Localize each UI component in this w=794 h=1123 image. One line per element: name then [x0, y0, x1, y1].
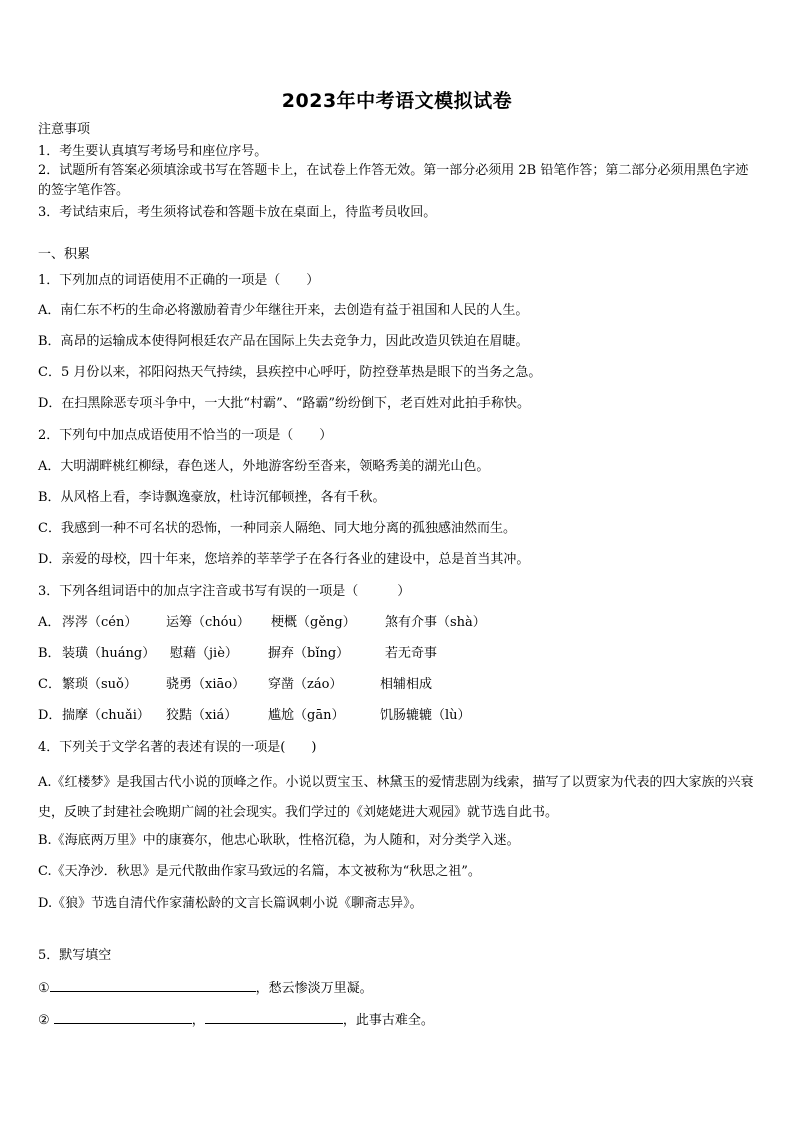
q3-stem: 3．下列各组词语中的加点字注音或书写有误的一项是（ ） — [38, 584, 411, 599]
q3-row-c-cell-3: 穿凿（záo） — [268, 677, 343, 692]
q3-row-a-cell-4: 煞有介事（shà） — [385, 615, 486, 630]
q4-option-b: B.《海底两万里》中的康赛尔，他忠心耿耿，性格沉稳，为人随和，对分类学入迷。 — [38, 833, 520, 848]
q3-row-d-cell-4: 饥肠辘辘（lù） — [380, 708, 471, 723]
notice-heading: 注意事项 — [38, 122, 91, 137]
q1-option-a: A．南仁东不朽的生命必将激励着青少年继往开来，去创造有益于祖国和人民的人生。 — [38, 303, 529, 318]
q2-option-d: D．亲爱的母校，四十年来，您培养的莘莘学子在各行各业的建设中，总是首当其冲。 — [38, 552, 530, 567]
q2-option-c: C．我感到一种不可名状的恐怖，一种同亲人隔绝、同大地分离的孤独感油然而生。 — [38, 521, 516, 536]
q2-option-a: A．大明湖畔桃红柳绿，春色迷人，外地游客纷至沓来，领略秀美的湖光山色。 — [38, 459, 490, 474]
q3-row-d-cell-1: 揣摩（chuǎi） — [62, 708, 150, 723]
q3-row-c-cell-4: 相辅相成 — [380, 677, 433, 692]
q4-option-c: C.《天净沙．秋思》是元代散曲作家马致远的名篇，本文被称为“秋思之祖”。 — [38, 864, 481, 879]
q4-option-d: D.《狼》节选自清代作家蒲松龄的文言长篇讽刺小说《聊斋志异》。 — [38, 896, 423, 911]
q3-row-d-cell-2: 狡黠（xiá） — [166, 708, 238, 723]
q2-stem: 2．下列句中加点成语使用不恰当的一项是（ ） — [38, 428, 333, 443]
notice-item-1: 1．考生要认真填写考场号和座位序号。 — [38, 144, 268, 159]
q1-option-c: C．5 月份以来，祁阳闷热天气持续，县疾控中心呼吁，防控登革热是眼下的当务之急。 — [38, 365, 542, 380]
q5-blank-2[interactable] — [54, 1010, 192, 1024]
q3-row-b-cell-3: 摒弃（bǐng） — [268, 646, 350, 661]
notice-item-3: 3．考试结束后，考生须将试卷和答题卡放在桌面上，待监考员收回。 — [38, 205, 437, 220]
q5-blank-3[interactable] — [205, 1010, 343, 1024]
q5-line-2-mid: ， — [191, 1013, 205, 1028]
q3-row-c-cell-1: 繁琐（suǒ） — [62, 677, 137, 692]
q3-row-c-label: C． — [38, 677, 61, 692]
q5-line-1 — [38, 978, 373, 997]
q3-row-c-cell-2: 骁勇（xiāo） — [166, 677, 246, 692]
exam-title: 2023年中考语文模拟试卷 — [281, 90, 513, 112]
q4-stem: 4．下列关于文学名著的表述有误的一项是( ) — [38, 740, 317, 755]
notice-item-2: 2．试题所有答案必须填涂或书写在答题卡上，在试卷上作答无效。第一部分必须用 2B 铅笔作答；第二部分必须用黑色字迹的签字笔作答。 — [38, 163, 749, 198]
q3-row-b-cell-1: 装璜（huáng） — [62, 646, 156, 661]
q3-row-d-cell-3: 尴尬（gān） — [268, 708, 345, 723]
q5-line-1-number: ① — [38, 981, 50, 996]
q4-option-a: A.《红楼梦》是我国古代小说的顶峰之作。小说以贾宝玉、林黛玉的爱情悲剧为线索，描写了以贾家为代表的四大家族的兴衰史，反映了封建社会晚期广阔的社会现实。我们学过的《刘姥姥进大观园》就节选自此书。 — [38, 775, 754, 820]
q3-row-b-cell-2: 慰藉（jiè） — [170, 646, 238, 661]
q3-row-a-cell-2: 运筹（chóu） — [166, 615, 250, 630]
q5-line-2-tail: ，此事古难全。 — [342, 1013, 434, 1028]
q5-line-2-number: ② — [38, 1013, 50, 1028]
q3-row-a-cell-3: 梗概（gěng） — [271, 615, 356, 630]
q5-stem: 5．默写填空 — [38, 948, 112, 963]
q3-row-a-cell-1: 涔涔（cén） — [62, 615, 138, 630]
q1-option-b: B．高昂的运输成本使得阿根廷农产品在国际上失去竞争力，因此改造贝铁迫在眉睫。 — [38, 334, 529, 349]
q2-option-b: B．从风格上看，李诗飘逸豪放，杜诗沉郁顿挫，各有千秋。 — [38, 490, 386, 505]
q5-blank-1[interactable] — [50, 978, 256, 992]
section-heading: 一、积累 — [38, 247, 91, 262]
q3-row-a-label: A． — [38, 615, 61, 630]
q1-stem: 1．下列加点的词语使用不正确的一项是（ ） — [38, 273, 320, 288]
q1-option-d: D．在扫黑除恶专项斗争中，一大批“村霸”、“路霸”纷纷倒下，老百姓对此拍手称快。 — [38, 396, 531, 411]
q3-row-b-cell-4: 若无奇事 — [385, 646, 438, 661]
q5-line-1-tail: ，愁云惨淡万里凝。 — [255, 981, 373, 996]
q3-row-d-label: D． — [38, 708, 62, 723]
q3-row-b-label: B． — [38, 646, 61, 661]
q5-line-2 — [38, 1010, 434, 1029]
